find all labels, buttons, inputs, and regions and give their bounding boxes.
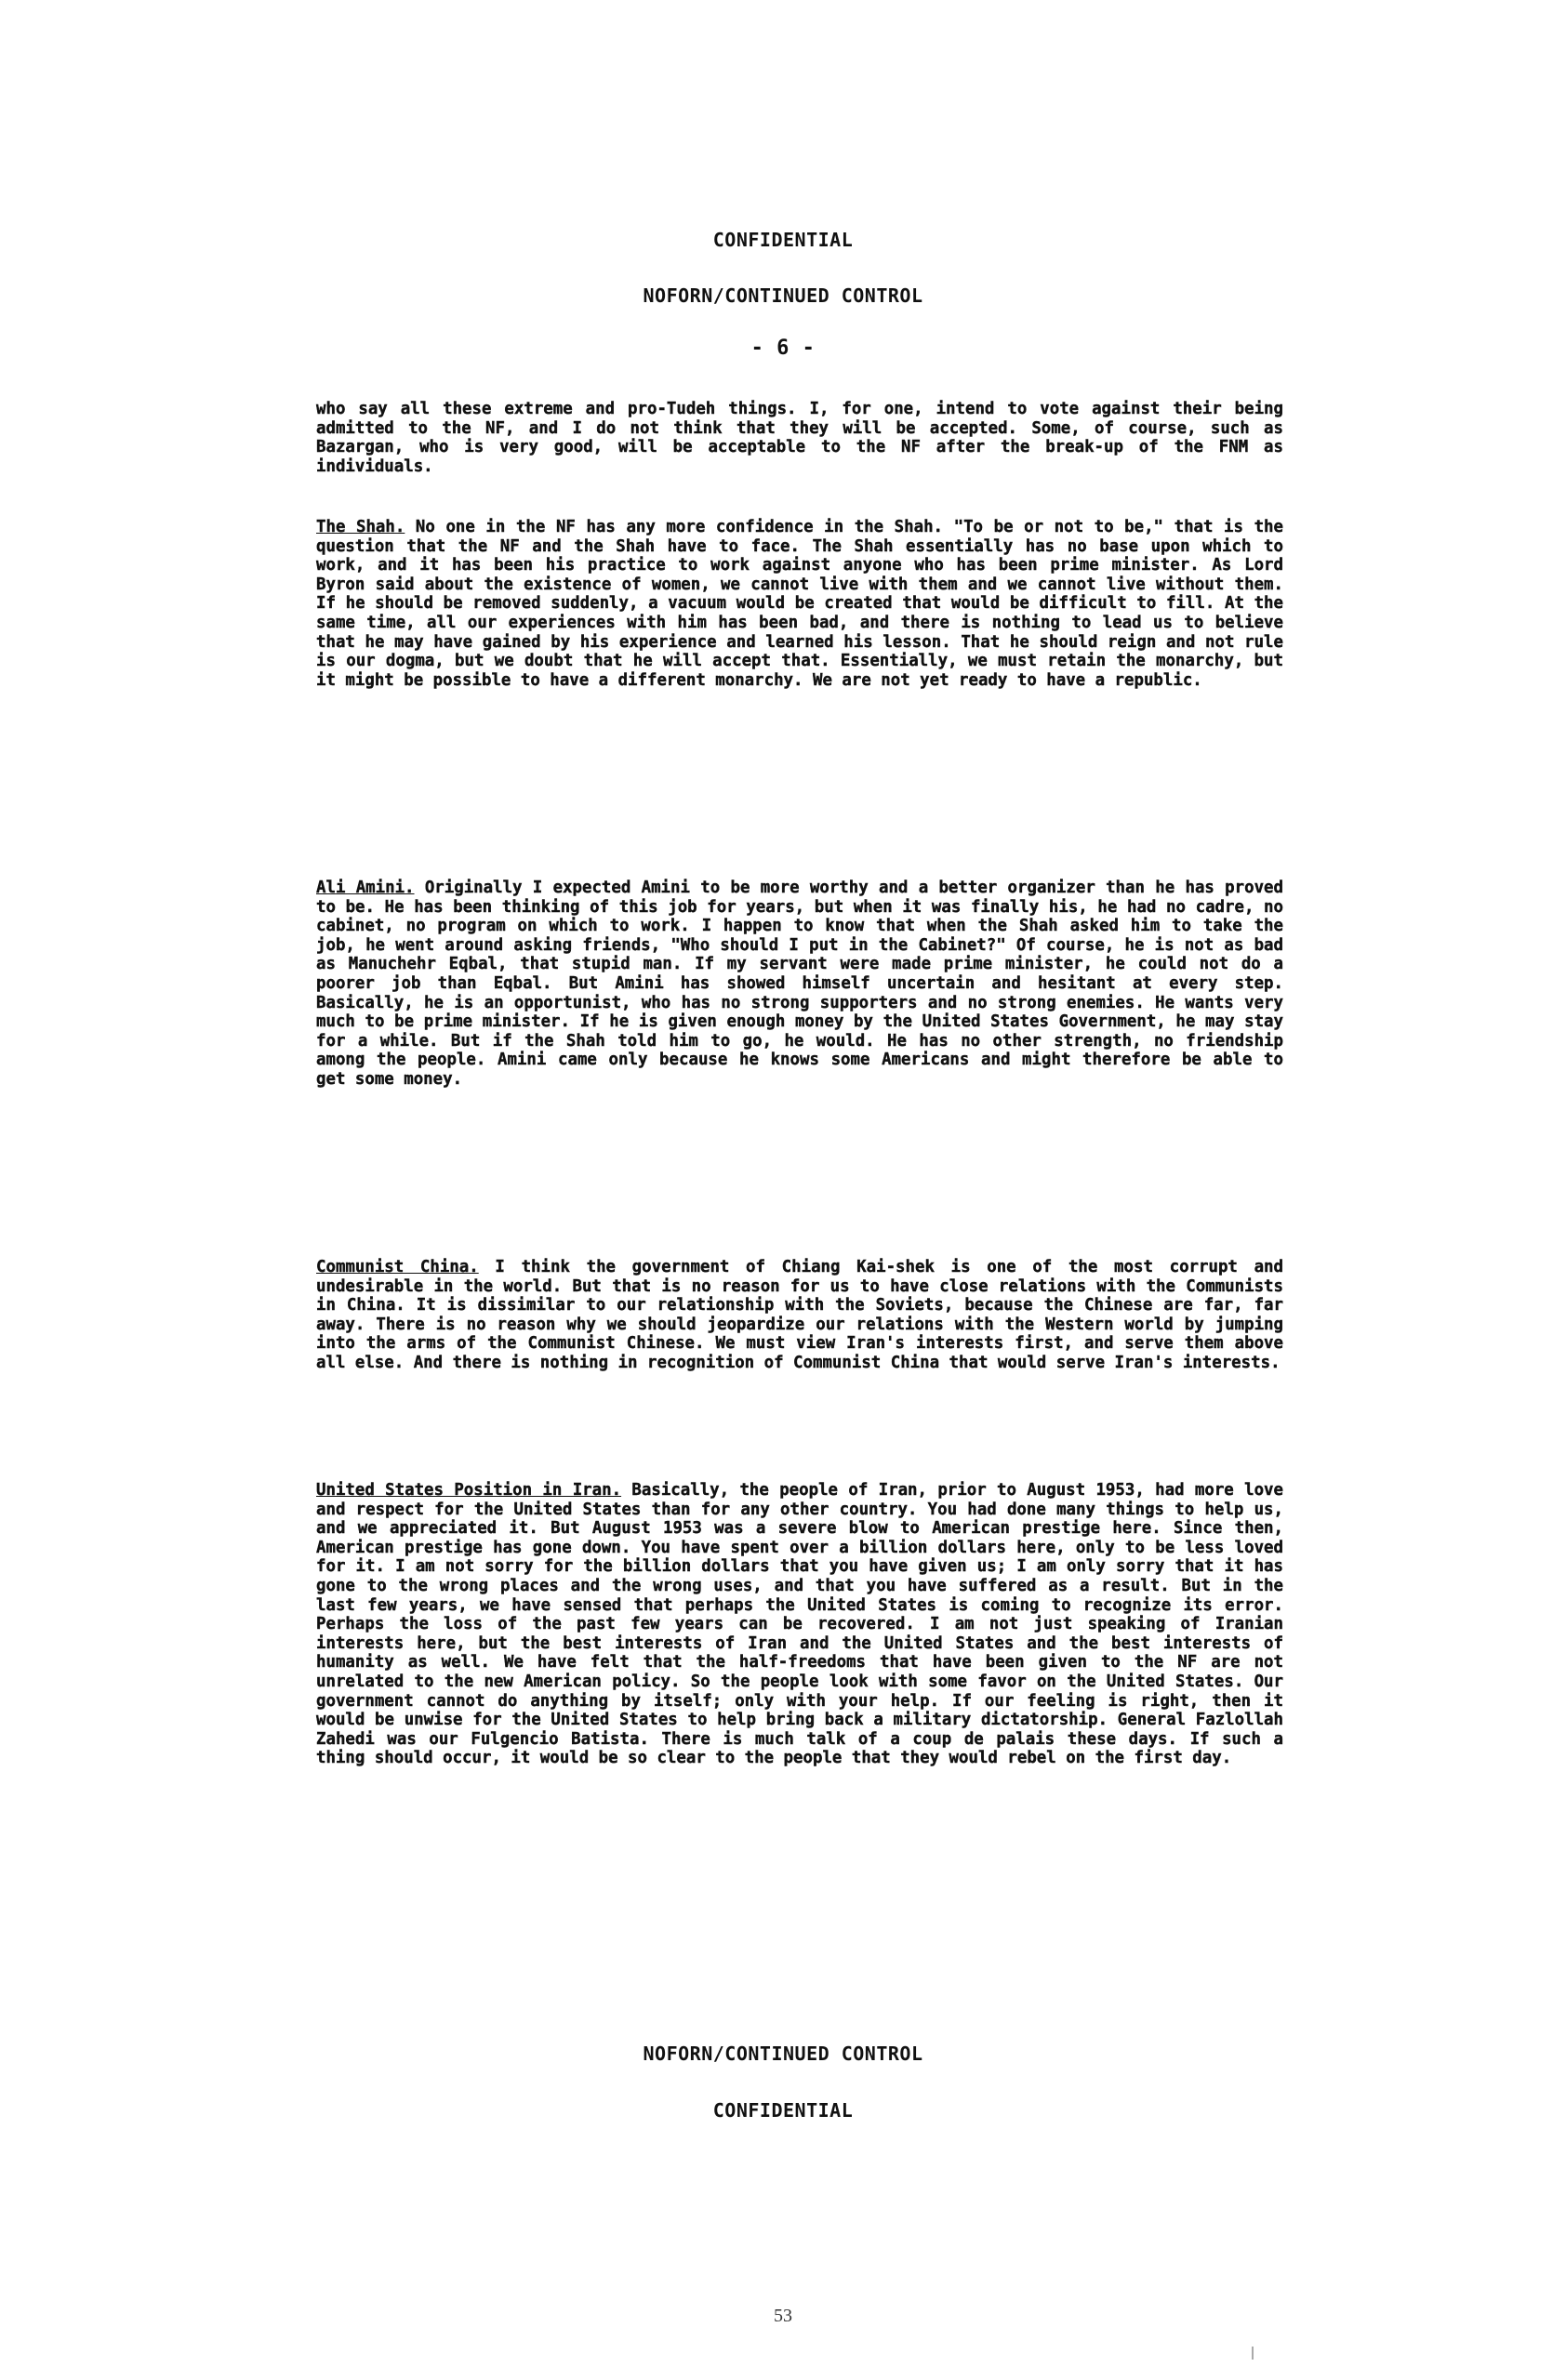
paragraph-body: I think the government of Chiang Kai-shek is one of the most corrupt and undesirable in the world. But that is no reason for us to have close relations with the Communists in China. It is dissimilar to our relationship with the Soviets, because the Chinese are far, far away. There is no reason why we should jeopardize our relations with the Western world by jumping into the arms of the Communist Chinese. We must view Iran's interests first, and serve them above all else. And there is nothing in recognition of Communist China that would serve Iran's interests. <box>316 1258 1283 1372</box>
paragraph-body: No one in the NF has any more confidence in the Shah. "To be or not to be," that is the question that the NF and the Shah have to face. The Shah essentially has no base upon which to work, and it has been his practice to work against anyone who has been prime minister. As Lord Byron said about the existence of women, we cannot live with them and we cannot live without them. If he should be removed suddenly, a vacuum would be created that would be difficult to fill. At the same time, all our experiences with him has been bad, and there is nothing to lead us to believe that he may have gained by his experience and learned his lesson. That he should reign and not rule is our dogma, but we doubt that he will accept that. Essentially, we must retain the monarchy, but it might be possible to have a different monarchy. We are not yet ready to have a republic. <box>316 518 1283 690</box>
control-footer: NOFORN/CONTINUED CONTROL <box>643 2043 923 2065</box>
classification-footer: CONFIDENTIAL <box>712 2099 854 2122</box>
scan-margin-mark <box>1252 2347 1254 2360</box>
paragraph-ali-amini <box>316 879 1283 1090</box>
paragraph-heading: United States Position in Iran. <box>316 1481 622 1500</box>
paragraph-body: who say all these extreme and pro-Tudeh things. I, for one, intend to vote against their being admitted to the NF, and I do not think that they will be accepted. Some, of course, such as Bazargan, who is very good, will be acceptable to the NF after the break-up of the FNM as individuals. <box>316 400 1283 476</box>
paragraph-heading: Communist China. <box>316 1258 479 1276</box>
paragraph-continuation <box>316 400 1283 476</box>
paragraph-the-shah <box>316 518 1283 690</box>
paragraph-heading: The Shah. <box>316 518 405 536</box>
paragraph-body: Basically, the people of Iran, prior to August 1953, had more love and respect for the United States than for any other country. You had done many things to help us, and we appreciated it. But August 1953 was a severe blow to American prestige here. Since then, American prestige has gone down. You have spent over a billion dollars here, only to be less loved for it. I am not sorry for the billion dollars that you have given us; I am only sorry that it has gone to the wrong places and the wrong uses, and that you have suffered as a result. But in the last few years, we have sensed that perhaps the United States is coming to recognize its error. Perhaps the loss of the past few years can be recovered. I am not just speaking of Iranian interests here, but the best interests of Iran and the United States and the best interests of humanity as well. We have felt that the half-freedoms that have been given to the NF are not unrelated to the new American policy. So the people look with some favor on the United States. Our government cannot do anything by itself; only with your help. If our feeling is right, then it would be unwise for the United States to help bring back a military dictatorship. General Fazlollah Zahedi was our Fulgencio Batista. There is much talk of a coup de palais these days. If such a thing should occur, it would be so clear to the people that they would rebel on the first day. <box>316 1481 1283 1768</box>
paragraph-communist-china <box>316 1258 1283 1373</box>
paragraph-body: Originally I expected Amini to be more worthy and a better organizer than he has proved to be. He has been thinking of this job for years, but when it was finally his, he had no cadre, no cabinet, no program on which to work. I happen to know that when the Shah asked him to take the job, he went around asking friends, "Who should I put in the Cabinet?" Of course, he is not as bad as Manuchehr Eqbal, that stupid man. If my servant were made prime minister, he could not do a poorer job than Eqbal. But Amini has showed himself uncertain and hesitant at every step. Basically, he is an opportunist, who has no strong supporters and no strong enemies. He wants very much to be prime minister. If he is given enough money by the United States Government, he may stay for a while. But if the Shah told him to go, he would. He has no other strength, no friendship among the people. Amini came only because he knows some Americans and might therefore be able to get some money. <box>316 879 1283 1089</box>
paragraph-us-position-in-iran <box>316 1481 1283 1768</box>
classification-header: CONFIDENTIAL <box>712 229 854 251</box>
page-marker: - 6 - <box>750 337 816 360</box>
control-header: NOFORN/CONTINUED CONTROL <box>643 284 923 307</box>
page-number: 53 <box>774 2306 792 2326</box>
paragraph-heading: Ali Amini. <box>316 879 415 897</box>
